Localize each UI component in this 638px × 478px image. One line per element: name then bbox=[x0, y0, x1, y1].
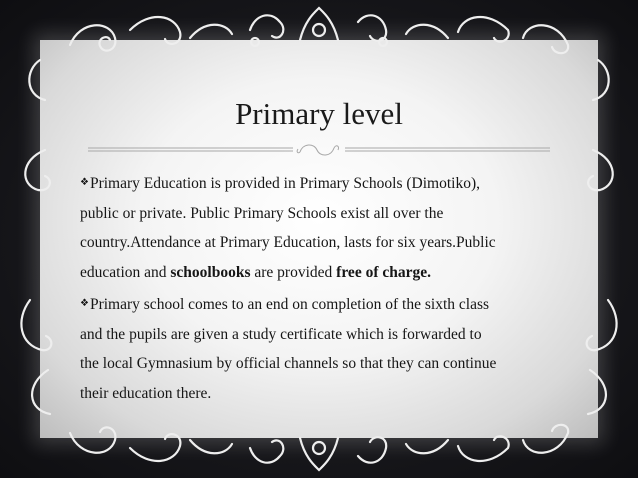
text-line bbox=[80, 289, 550, 320]
text-span: education and bbox=[80, 263, 171, 281]
top-ornament bbox=[70, 8, 568, 53]
text-line bbox=[80, 168, 550, 199]
text-span: Primary school comes to an end on completion of the sixth class bbox=[89, 296, 490, 313]
text-line: country.Attendance at Primary Education, lasts for six years.Public bbox=[80, 234, 496, 251]
text-line: their education there. bbox=[80, 384, 212, 402]
text-line: public or private. Public Primary Schools exist all over the bbox=[80, 204, 444, 222]
bottom-ornament bbox=[70, 425, 568, 470]
text-span: Primary Education is provided in Primary Schools (Dimotiko), bbox=[89, 175, 481, 192]
paragraph-primary-education bbox=[80, 168, 550, 287]
body-text bbox=[80, 168, 550, 410]
flourish-divider-icon bbox=[88, 140, 550, 160]
text-line: and the pupils are given a study certificate which is forwarded to bbox=[80, 325, 482, 343]
bullet-icon: ❖ bbox=[80, 298, 89, 309]
text-line: the local Gymnasium by official channels so that they can continue bbox=[80, 355, 497, 372]
paragraph-primary-school-end bbox=[80, 289, 550, 408]
slide-title: Primary level bbox=[235, 96, 403, 131]
text-line bbox=[80, 258, 550, 288]
bullet-icon: ❖ bbox=[80, 177, 89, 188]
text-span: are provided bbox=[250, 263, 337, 281]
bold-text: free of charge. bbox=[336, 263, 431, 281]
bold-text: schoolbooks bbox=[170, 263, 251, 281]
